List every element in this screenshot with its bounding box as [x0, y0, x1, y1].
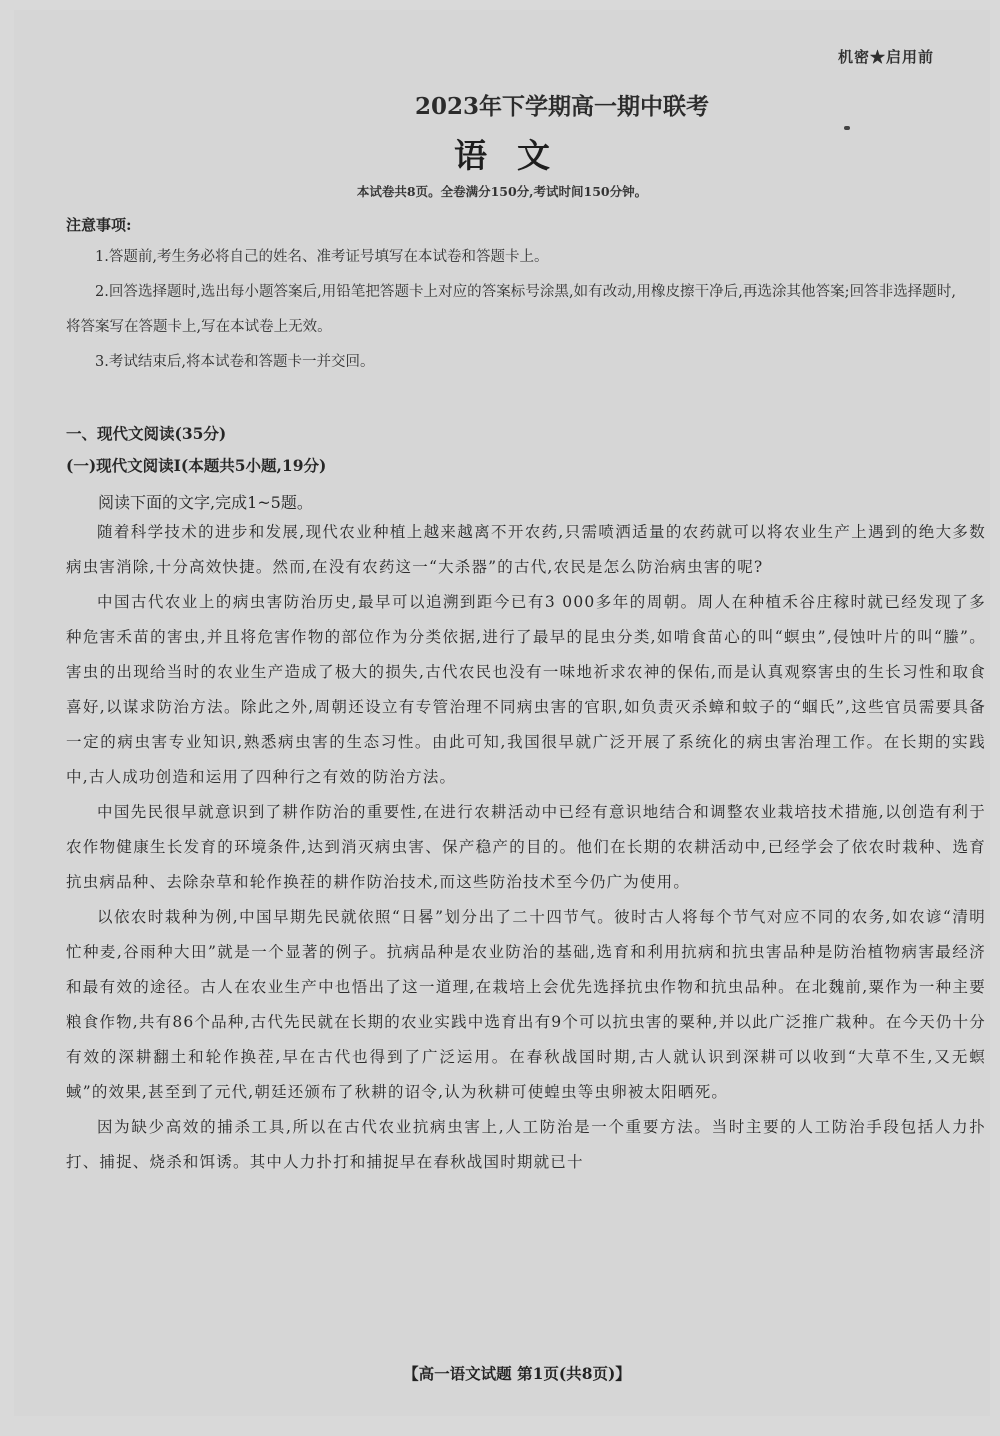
- exam-title: 2023年下学期高一期中联考: [414, 93, 709, 120]
- section-title: 一、现代文阅读(35分): [66, 424, 227, 443]
- subsection-title: (一)现代文阅读Ⅰ(本题共5小题,19分): [66, 456, 327, 475]
- exam-info: 本试卷共8页。全卷满分150分,考试时间150分钟。: [356, 184, 648, 199]
- notice-list: [66, 240, 956, 380]
- notice-item: 2.回答选择题时,选出每小题答案后,用铅笔把答题卡上对应的答案标号涂黑,如有改动,用橡皮擦干净后,再选涂其他答案;回答非选择题时,将答案写在答题卡上,写在本试卷上无效。: [66, 284, 956, 335]
- notice-item: 1.答题前,考生务必将自己的姓名、准考证号填写在本试卷和答题卡上。: [95, 249, 549, 265]
- page-footer: 【高一语文试题 第1页(共8页)】: [403, 1364, 631, 1383]
- reading-passage: [66, 515, 986, 1180]
- confidential-mark: 机密★启用前: [837, 48, 934, 66]
- reading-instruction: 阅读下面的文字,完成1~5题。: [98, 493, 313, 512]
- passage-paragraph: 随着科学技术的进步和发展,现代农业种植上越来越离不开农药,只需喷洒适量的农药就可以将农业生产上遇到的绝大多数病虫害消除,十分高效快捷。然而,在没有农药这一“大杀器”的古代,农民是怎么防治病虫害的呢?: [66, 523, 986, 576]
- passage-paragraph: 中国古代农业上的病虫害防治历史,最早可以追溯到距今已有3 000多年的周朝。周人在种植禾谷庄稼时就已经发现了多种危害禾苗的害虫,并且将危害作物的部位作为分类依据,进行了最早的昆虫分类,如啃食苗心的叫“螟虫”,侵蚀叶片的叫“螣”。害虫的出现给当时的农业生产造成了极大的损失,古代农民也没有一味地祈求农神的保佑,而是认真观察害虫的生长习性和取食喜好,以谋求防治方法。除此之外,周朝还设立有专管治理不同病虫害的官职,如负责灭杀蟑和蚊子的“蝈氏”,这些官员需要具备一定的病虫害专业知识,熟悉病虫害的生态习性。由此可知,我国很早就广泛开展了系统化的病虫害治理工作。在长期的实践中,古人成功创造和运用了四种行之有效的防治方法。: [66, 593, 986, 786]
- passage-paragraph: 因为缺少高效的捕杀工具,所以在古代农业抗病虫害上,人工防治是一个重要方法。当时主要的人工防治手段包括人力扑打、捕捉、烧杀和饵诱。其中人力扑打和捕捉早在春秋战国时期就已十: [66, 1118, 986, 1171]
- passage-paragraph: 以依农时栽种为例,中国早期先民就依照“日晷”划分出了二十四节气。彼时古人将每个节气对应不同的农务,如农谚“清明忙种麦,谷雨种大田”就是一个显著的例子。抗病品种是农业防治的基础,选育和利用抗病和抗虫害品种是防治植物病害最经济和最有效的途径。古人在农业生产中也悟出了这一道理,在栽培上会优先选择抗虫作物和抗虫品种。在北魏前,粟作为一种主要粮食作物,共有86个品种,古代先民就在长期的农业实践中选育出有9个可以抗虫害的粟种,并以此广泛推广栽种。在今天仍十分有效的深耕翻土和轮作换茬,早在古代也得到了广泛运用。在春秋战国时期,古人就认识到深耕可以收到“大草不生,又无螟蜮”的效果,甚至到了元代,朝廷还颁布了秋耕的诏令,认为秋耕可使蝗虫等虫卵被太阳晒死。: [66, 908, 986, 1101]
- subject-title: 语文: [454, 136, 580, 175]
- exam-page: [14, 10, 990, 1416]
- passage-paragraph: 中国先民很早就意识到了耕作防治的重要性,在进行农耕活动中已经有意识地结合和调整农业栽培技术措施,以创造有利于农作物健康生长发育的环境条件,达到消灭病虫害、保产稳产的目的。他们在长期的农耕活动中,已经学会了依农时栽种、选育抗虫病品种、去除杂草和轮作换茬的耕作防治技术,而这些防治技术至今仍广为使用。: [66, 803, 986, 891]
- notice-item: 3.考试结束后,将本试卷和答题卡一并交回。: [95, 354, 375, 370]
- notice-heading: 注意事项:: [66, 216, 132, 234]
